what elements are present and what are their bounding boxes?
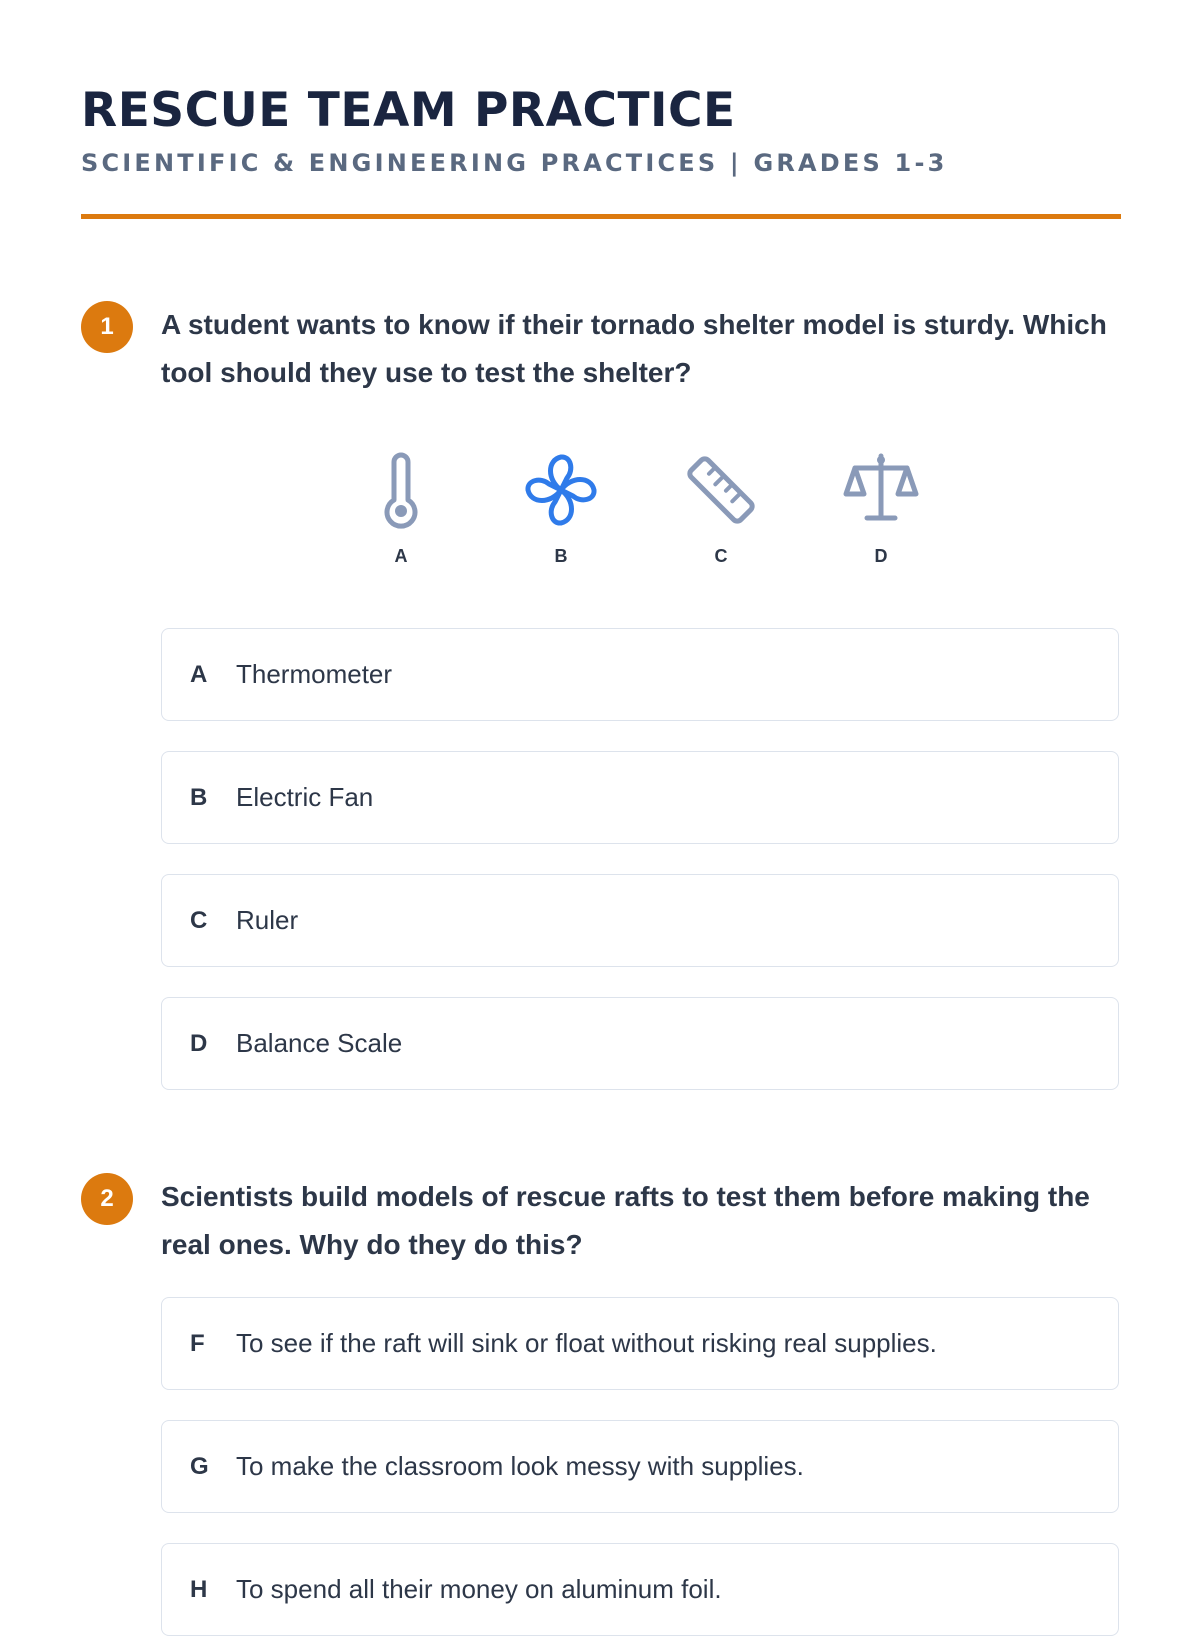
option-letter: C	[190, 906, 208, 934]
question-text: A student wants to know if their tornado shelter model is sturdy. Which tool should they use to test the shelter?	[161, 309, 1107, 388]
answer-option-b[interactable]	[161, 751, 1119, 844]
question-text: Scientists build models of rescue rafts to test them before making the real ones. Why do they do this?	[161, 1181, 1090, 1260]
option-text: Electric Fan	[236, 782, 374, 812]
tool-label: C	[714, 546, 728, 566]
question-number-badge: 1	[81, 301, 133, 353]
answer-option-d[interactable]	[161, 997, 1119, 1090]
option-letter: A	[190, 660, 208, 688]
option-text: To spend all their money on aluminum foil.	[236, 1574, 722, 1604]
option-text: To make the classroom look messy with supplies.	[236, 1451, 804, 1481]
answer-option-c[interactable]	[161, 874, 1119, 967]
tool-option-d	[841, 450, 921, 567]
option-text: Balance Scale	[236, 1028, 403, 1058]
option-letter: B	[190, 783, 208, 811]
tool-label: D	[874, 546, 888, 566]
question-number-badge: 2	[81, 1173, 133, 1225]
answer-option-h[interactable]	[161, 1543, 1119, 1636]
option-text: Thermometer	[236, 659, 393, 689]
header-divider	[81, 214, 1121, 219]
balance-scale-icon	[841, 450, 921, 530]
tool-label: A	[394, 546, 408, 566]
option-letter: D	[190, 1029, 208, 1057]
tool-pictures	[0, 450, 1200, 580]
thermometer-icon	[361, 450, 441, 530]
ruler-icon	[681, 450, 761, 530]
option-letter: H	[190, 1575, 208, 1603]
option-letter: G	[190, 1452, 209, 1480]
answer-option-f[interactable]	[161, 1297, 1119, 1390]
answer-option-g[interactable]	[161, 1420, 1119, 1513]
option-text: To see if the raft will sink or float without risking real supplies.	[236, 1328, 937, 1358]
option-text: Ruler	[236, 905, 299, 935]
worksheet-header	[81, 82, 1121, 180]
tool-option-c	[681, 450, 761, 567]
tool-option-a	[361, 450, 441, 567]
tool-label: B	[554, 546, 568, 566]
answer-option-a[interactable]	[161, 628, 1119, 721]
fan-icon	[521, 450, 601, 530]
page-title: RESCUE TEAM PRACTICE	[81, 83, 736, 138]
option-letter: F	[190, 1329, 205, 1357]
page-subtitle: SCIENTIFIC & ENGINEERING PRACTICES | GRADES 1-3	[81, 149, 948, 177]
tool-option-b	[521, 450, 601, 567]
